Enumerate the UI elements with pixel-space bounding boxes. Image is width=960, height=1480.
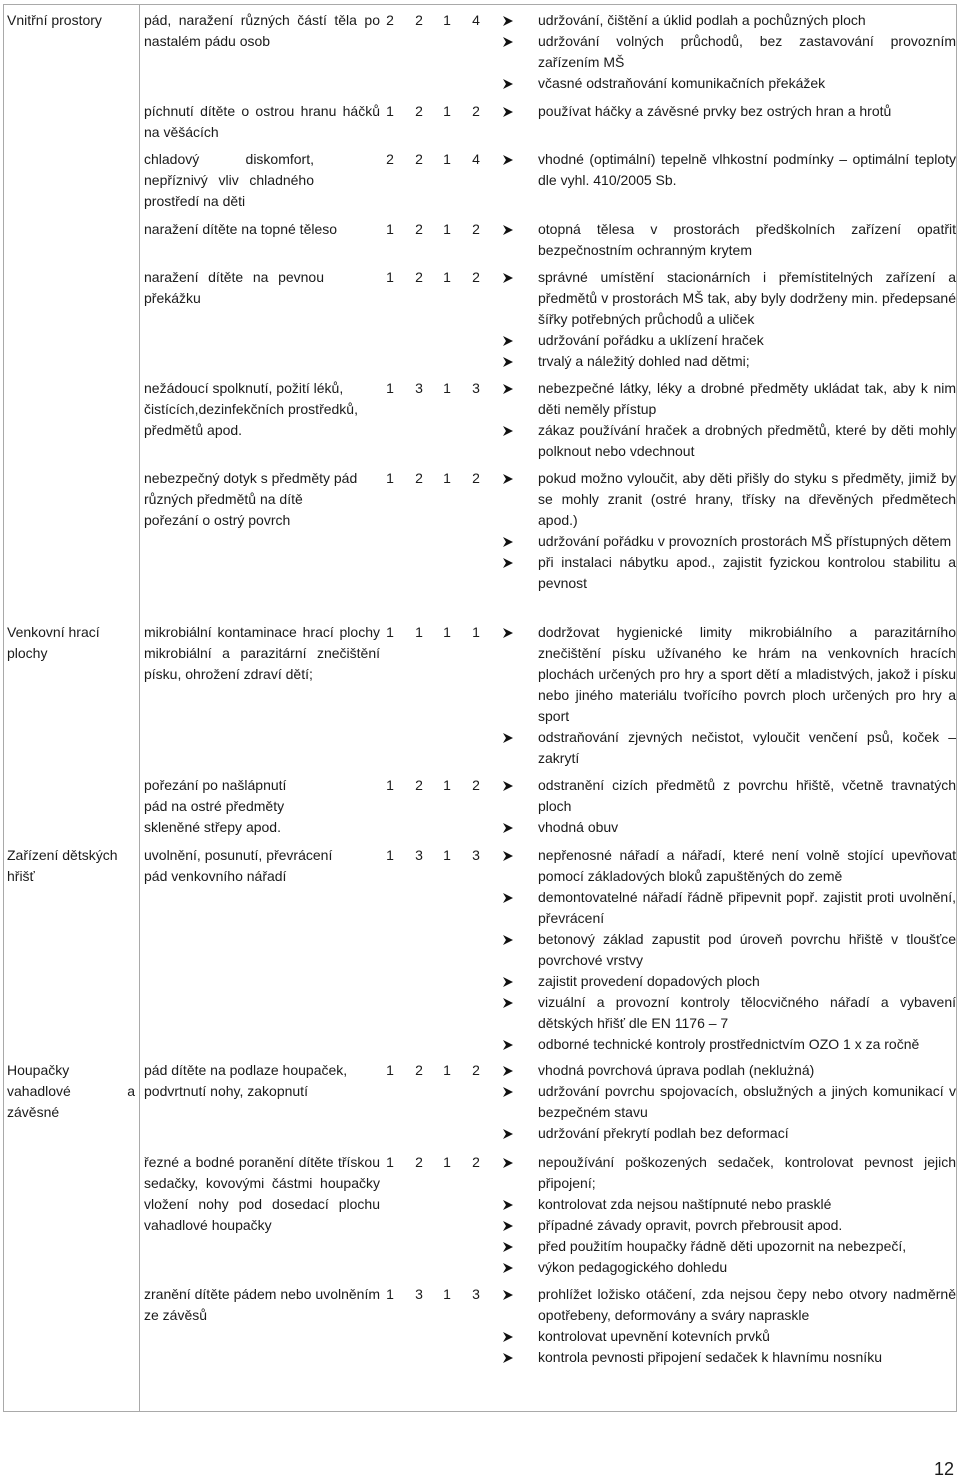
measure-text: nepoužívání poškozených sedaček, kontrolovat pevnost jejich připojení; [538, 1154, 956, 1191]
measure-item [502, 10, 956, 31]
section-label-houpacky: Houpačky vahadlové a závěsné [7, 1062, 135, 1120]
arrow-bullet-icon [502, 627, 514, 639]
measure-item [502, 267, 956, 330]
arrow-bullet-icon [502, 1065, 514, 1077]
score-r: 2 [472, 470, 480, 486]
measure-text: kontrolovat zda nejsou naštípnuté nebo prasklé [538, 1196, 832, 1212]
measure-item [502, 929, 956, 971]
score-p: 1 [386, 777, 394, 793]
measure-text: udržování překrytí podlah bez deformací [538, 1125, 789, 1141]
measure-text: demontovatelné nářadí řádně připevnit popř. zajistit proti uvolnění, převrácení [538, 889, 956, 926]
measure-item [502, 622, 956, 727]
measures-list [502, 10, 956, 94]
measure-item [502, 1215, 956, 1236]
measure-text: vhodné (optimální) tepelně vlhkostní podmínky – optimální teploty dle vyhl. 410/2005 Sb. [538, 151, 956, 188]
score-r: 1 [472, 624, 480, 640]
measures-list [502, 149, 956, 191]
measure-item [502, 775, 956, 817]
measure-text: kontrolovat upevnění kotevních prvků [538, 1328, 770, 1344]
score-n: 2 [415, 103, 423, 119]
measure-text: udržování, čištění a úklid podlah a pochůzných ploch [538, 12, 866, 28]
arrow-bullet-icon [502, 15, 514, 27]
score-r: 2 [472, 221, 480, 237]
arrow-bullet-icon [502, 106, 514, 118]
arrow-bullet-icon [502, 1128, 514, 1140]
measure-text: udržování volných průchodů, bez zastavování provozním zařízením MŠ [538, 33, 956, 70]
measure-item [502, 971, 956, 992]
score-f: 1 [443, 777, 451, 793]
measure-text: udržování povrchu spojovacích, obslužných a jiných komunikací v bezpečném stavu [538, 1083, 956, 1120]
score-n: 2 [415, 470, 423, 486]
hazard-cell: nežádoucí spolknutí, požití léků, čistících,dezinfekčních prostředků, předmětů apod. [144, 380, 358, 438]
measure-item [502, 1123, 956, 1144]
score-p: 1 [386, 269, 394, 285]
measures-list [502, 378, 956, 462]
score-f: 1 [443, 221, 451, 237]
arrow-bullet-icon [502, 1157, 514, 1169]
measure-item [502, 1034, 956, 1055]
score-p: 1 [386, 380, 394, 396]
measures-list [502, 219, 956, 261]
score-p: 1 [386, 221, 394, 237]
hazard-cell: pád dítěte na podlaze houpaček, podvrtnutí nohy, zakopnutí [144, 1062, 348, 1099]
measure-text: dodržovat hygienické limity mikrobiálního a parazitárního znečištění písku užívaného ke hrám na venkovních hracích plochách určených pro hry a sport dětí a mladistvých, jakož i písku nebo jiného materiálu tvořícího povrch ploch určených pro hry a sport [538, 624, 956, 724]
score-f: 1 [443, 1154, 451, 1170]
score-n: 2 [415, 221, 423, 237]
measure-text: včasné odstraňování komunikačních překážek [538, 75, 826, 91]
column-divider [139, 4, 140, 1412]
measure-text: výkon pedagogického dohledu [538, 1259, 728, 1275]
measure-text: betonový základ zapustit pod úroveň povrchu hřiště v tloušťce povrchové vrstvy [538, 931, 956, 968]
arrow-bullet-icon [502, 272, 514, 284]
measure-text: nebezpečné látky, léky a drobné předměty ukládat tak, aby k nim děti neměly přístup [538, 380, 956, 417]
measure-text: udržování pořádku v provozních prostorách MŠ přístupných dětem [538, 533, 952, 549]
arrow-bullet-icon [502, 850, 514, 862]
score-f: 1 [443, 269, 451, 285]
measure-item [502, 468, 956, 531]
score-f: 1 [443, 380, 451, 396]
measure-item [502, 1284, 956, 1326]
arrow-bullet-icon [502, 1262, 514, 1274]
arrow-bullet-icon [502, 356, 514, 368]
measure-item [502, 845, 956, 887]
hazard-cell: naražení dítěte na pevnou překážku [144, 269, 324, 306]
measure-item [502, 101, 956, 122]
arrow-bullet-icon [502, 335, 514, 347]
measure-text: pokud možno vyloučit, aby děti přišly do styku s předměty, jimiž by se mohly zranit (ostré hrany, třísky na dřevěných předmětech apod.) [538, 470, 956, 528]
arrow-bullet-icon [502, 473, 514, 485]
arrow-bullet-icon [502, 892, 514, 904]
score-p: 1 [386, 103, 394, 119]
measure-text: prohlížet ložisko otáčení, zda nejsou čepy nebo otvory nadměrně opotřebeny, deformovány a sváry napraskle [538, 1286, 956, 1323]
arrow-bullet-icon [502, 997, 514, 1009]
measure-item [502, 727, 956, 769]
hazard-cell: píchnutí dítěte o ostrou hranu háčků na věšácích [144, 103, 380, 140]
score-p: 1 [386, 847, 394, 863]
arrow-bullet-icon [502, 224, 514, 236]
score-p: 1 [386, 470, 394, 486]
arrow-bullet-icon [502, 1331, 514, 1343]
measure-text: zákaz používání hraček a drobných předmětů, které by děti mohly polknout nebo vdechnout [538, 422, 956, 459]
hazard-cell: řezné a bodné poranění dítěte třískou sedačky, kovovými částmi houpačky vložení nohy pod dosedací plochu vahadlové houpačky [144, 1154, 380, 1233]
page-number: 12 [933, 1459, 954, 1479]
score-f: 1 [443, 847, 451, 863]
measure-text: odstraňování zjevných nečistot, vyloučit venčení psů, koček – zakrytí [538, 729, 956, 766]
score-f: 1 [443, 1286, 451, 1302]
measure-item [502, 1060, 956, 1081]
measure-item [502, 992, 956, 1034]
score-n: 3 [415, 847, 423, 863]
measure-text: otopná tělesa v prostorách předškolních zařízení opatřit bezpečnostním ochranným krytem [538, 221, 956, 258]
arrow-bullet-icon [502, 536, 514, 548]
measure-text: používat háčky a závěsné prvky bez ostrých hran a hrotů [538, 103, 892, 119]
score-p: 1 [386, 1154, 394, 1170]
score-r: 2 [472, 1154, 480, 1170]
score-n: 3 [415, 380, 423, 396]
measures-list [502, 775, 956, 838]
arrow-bullet-icon [502, 732, 514, 744]
hazard-cell: zranění dítěte pádem nebo uvolněním ze závěsů [144, 1286, 380, 1323]
score-n: 2 [415, 1062, 423, 1078]
measure-item [502, 378, 956, 420]
score-f: 1 [443, 12, 451, 28]
measures-list [502, 267, 956, 372]
score-f: 1 [443, 151, 451, 167]
score-r: 3 [472, 847, 480, 863]
measure-text: udržování pořádku a uklízení hraček [538, 332, 764, 348]
measure-text: odstranění cizích předmětů z povrchu hřiště, včetně travnatých ploch [538, 777, 956, 814]
score-n: 3 [415, 1286, 423, 1302]
arrow-bullet-icon [502, 1039, 514, 1051]
arrow-bullet-icon [502, 1086, 514, 1098]
measures-list [502, 101, 956, 122]
measure-text: před použitím houpačky řádně děti upozornit na nebezpečí, [538, 1238, 907, 1254]
score-n: 2 [415, 12, 423, 28]
section-label-vnitrni: Vnitřní prostory [7, 12, 102, 28]
measure-text: trvalý a náležitý dohled nad dětmi; [538, 353, 750, 369]
measure-item [502, 1257, 956, 1278]
measure-item [502, 1152, 956, 1194]
measure-text: kontrola pevnosti připojení sedaček k hlavnímu nosníku [538, 1349, 882, 1365]
score-r: 4 [472, 12, 480, 28]
measure-item [502, 1236, 956, 1257]
arrow-bullet-icon [502, 557, 514, 569]
score-n: 2 [415, 151, 423, 167]
hazard-cell: uvolnění, posunutí, převrácení pád venkovního nářadí [144, 847, 333, 884]
score-p: 2 [386, 12, 394, 28]
measure-text: odborné technické kontroly prostřednictvím OZO 1 x za ročně [538, 1036, 920, 1052]
measures-list [502, 1152, 956, 1278]
arrow-bullet-icon [502, 1289, 514, 1301]
arrow-bullet-icon [502, 934, 514, 946]
measure-text: při instalaci nábytku apod., zajistit fyzickou kontrolou stabilitu a pevnost [538, 554, 956, 591]
hazard-cell: nebezpečný dotyk s předměty pád různých předmětů na dítě pořezání o ostrý povrch [144, 470, 358, 528]
score-n: 2 [415, 777, 423, 793]
measure-item [502, 330, 956, 351]
score-p: 1 [386, 624, 394, 640]
score-r: 2 [472, 269, 480, 285]
measure-text: případné závady opravit, povrch přebrousit apod. [538, 1217, 843, 1233]
score-f: 1 [443, 470, 451, 486]
arrow-bullet-icon [502, 154, 514, 166]
measures-list [502, 1284, 956, 1368]
measure-text: vhodná obuv [538, 819, 619, 835]
measure-text: vizuální a provozní kontroly tělocvičného nářadí a vybavení dětských hřišť dle EN 1176 – 7 [538, 994, 956, 1031]
measure-item [502, 31, 956, 73]
arrow-bullet-icon [502, 780, 514, 792]
score-f: 1 [443, 1062, 451, 1078]
measure-item [502, 149, 956, 191]
score-r: 3 [472, 380, 480, 396]
score-r: 2 [472, 1062, 480, 1078]
arrow-bullet-icon [502, 1199, 514, 1211]
score-f: 1 [443, 103, 451, 119]
section-label-zarizeni: Zařízení dětských hřišť [7, 847, 118, 884]
score-r: 2 [472, 777, 480, 793]
score-n: 2 [415, 269, 423, 285]
measures-list [502, 622, 956, 769]
hazard-cell: chladový diskomfort, nepříznivý vliv chladného prostředí na děti [144, 151, 314, 209]
measure-text: správné umístění stacionárních i přemístitelných zařízení a předmětů v prostorách MŠ tak, aby byly dodrženy min. předepsané šířky potřebných průchodů a uliček [538, 269, 956, 327]
arrow-bullet-icon [502, 976, 514, 988]
measure-item [502, 552, 956, 594]
measure-item [502, 1194, 956, 1215]
score-n: 1 [415, 624, 423, 640]
score-p: 1 [386, 1062, 394, 1078]
arrow-bullet-icon [502, 78, 514, 90]
measures-list [502, 1060, 956, 1144]
arrow-bullet-icon [502, 383, 514, 395]
measure-item [502, 351, 956, 372]
measure-text: nepřenosné nářadí a nářadí, které není volně stojící upevňovat pomocí základových bloků zapuštěných do země [538, 847, 956, 884]
score-r: 4 [472, 151, 480, 167]
score-f: 1 [443, 624, 451, 640]
measure-text: vhodná povrchová úprava podlah (neklużná) [538, 1062, 815, 1078]
measure-item [502, 73, 956, 94]
measure-item [502, 887, 956, 929]
hazard-cell: mikrobiální kontaminace hrací plochy mikrobiální a parazitární znečištění písku, ohrožení zdraví dětí; [144, 624, 380, 682]
measure-item [502, 420, 956, 462]
score-p: 2 [386, 151, 394, 167]
measure-text: zajistit provedení dopadových ploch [538, 973, 760, 989]
score-p: 1 [386, 1286, 394, 1302]
arrow-bullet-icon [502, 425, 514, 437]
score-r: 2 [472, 103, 480, 119]
arrow-bullet-icon [502, 36, 514, 48]
measure-item [502, 219, 956, 261]
arrow-bullet-icon [502, 1220, 514, 1232]
hazard-cell: pád, naražení různých částí těla po nastalém pádu osob [144, 12, 380, 49]
score-r: 3 [472, 1286, 480, 1302]
arrow-bullet-icon [502, 1241, 514, 1253]
hazard-cell: pořezání po našlápnutí pád na ostré předměty skleněné střepy apod. [144, 777, 287, 835]
measure-item [502, 1347, 956, 1368]
measures-list [502, 845, 956, 1055]
section-label-venkovni: Venkovní hrací plochy [7, 624, 100, 661]
measure-item [502, 817, 956, 838]
arrow-bullet-icon [502, 1352, 514, 1364]
score-n: 2 [415, 1154, 423, 1170]
measure-item [502, 1326, 956, 1347]
measures-list [502, 468, 956, 594]
measure-item [502, 531, 956, 552]
arrow-bullet-icon [502, 822, 514, 834]
hazard-cell: naražení dítěte na topné těleso [144, 221, 338, 237]
measure-item [502, 1081, 956, 1123]
